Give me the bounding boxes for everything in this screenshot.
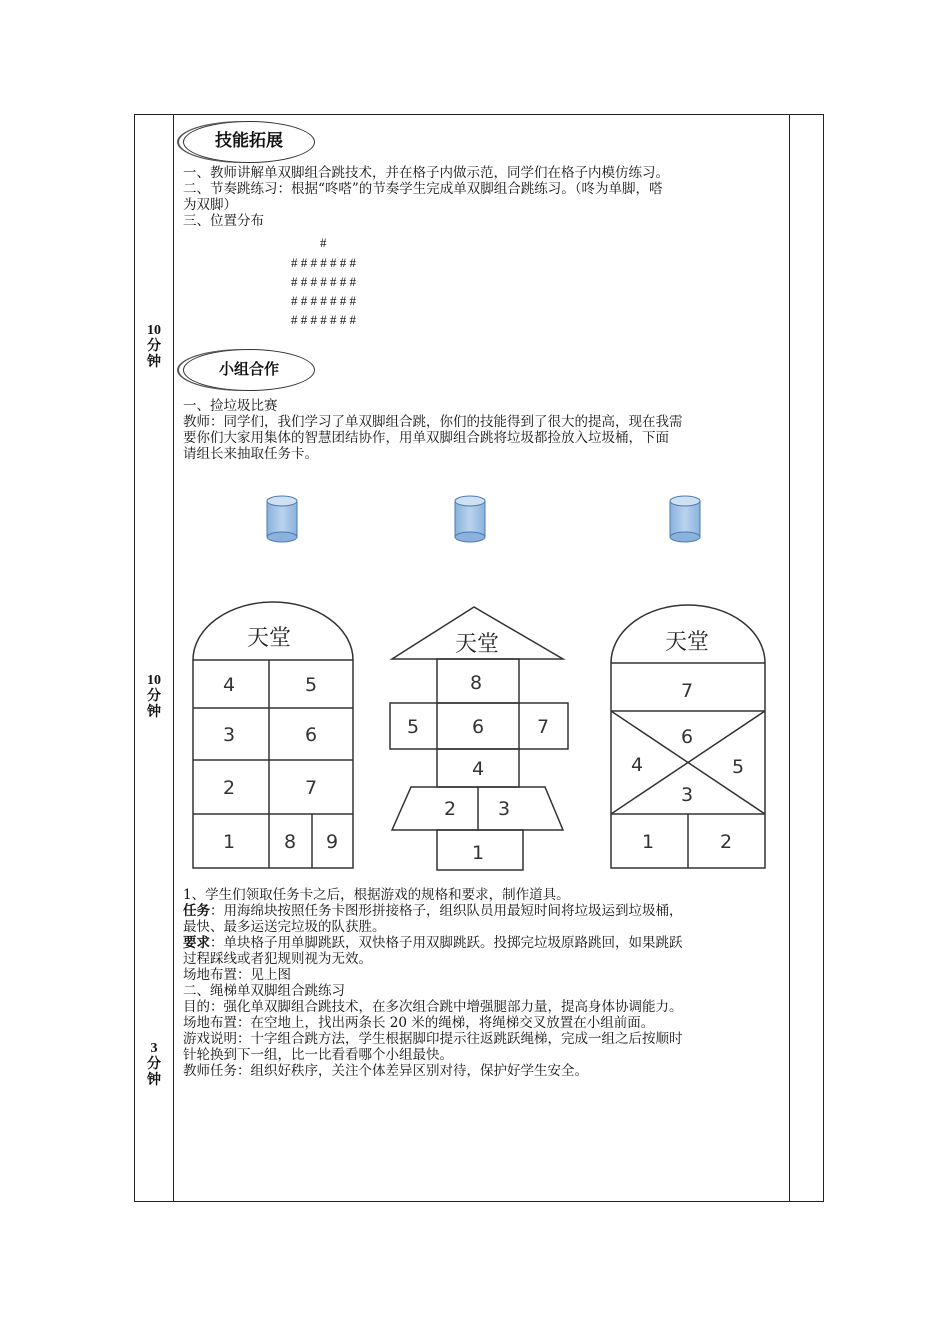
column-divider	[173, 115, 174, 1201]
text-line: 请组长来抽取任务卡。	[183, 446, 318, 462]
time-value: 3	[150, 1041, 158, 1056]
formation-row: # # # # # # #	[291, 312, 356, 327]
cell-number: 4	[471, 758, 485, 780]
text-line: 一、捡垃圾比赛	[183, 398, 278, 414]
requirement-text: ：单块格子用单脚跳跃，双快格子用双脚跳跃。投掷完垃圾原路跳回，如果跳跃	[210, 935, 683, 951]
time-unit: 钟	[147, 355, 161, 370]
text-line: 目的：强化单双脚组合跳技术，在多次组合跳中增强腿部力量，提高身体协调能力。	[183, 999, 683, 1015]
trash-can-icon	[670, 496, 700, 542]
text-line: 一、教师讲解单双脚组合跳技术，并在格子内做示范，同学们在格子内模仿练习。	[183, 165, 669, 181]
text-line: 二、节奏跳练习：根据“咚嗒”的节奏学生完成单双脚组合跳练习。（咚为单脚，嗒	[183, 181, 663, 197]
time-cell	[135, 673, 173, 721]
cell-number: 3	[497, 798, 511, 820]
cell-number: 2	[719, 831, 733, 853]
hopscotch-diagram	[185, 485, 785, 875]
cell-number: 3	[222, 724, 236, 746]
cell-number: 8	[469, 672, 483, 694]
text-line: 过程踩线或者犯规则视为无效。	[183, 951, 372, 967]
time-unit: 分	[147, 1057, 161, 1072]
section2-text	[183, 398, 783, 462]
cell-number: 1	[222, 831, 236, 853]
task-label: 任务	[183, 903, 210, 919]
text-line: 场地布置：见上图	[183, 967, 291, 983]
text-line: 为双脚）	[183, 197, 237, 213]
section-title-group: 小组合作	[183, 349, 315, 391]
formation-row: #	[320, 235, 327, 250]
requirement-line	[183, 935, 783, 951]
text-line: 场地布置：在空地上，找出两条长 20 米的绳梯，将绳梯交叉放置在小组前面。	[183, 1015, 655, 1031]
time-unit: 钟	[147, 1073, 161, 1088]
time-cell	[135, 323, 173, 371]
text-line: 教师任务：组织好秩序，关注个体差异区别对待，保护好学生安全。	[183, 1063, 588, 1079]
cell-number: 4	[222, 674, 236, 696]
cell-number: 3	[680, 784, 694, 806]
section1-text	[183, 165, 783, 229]
heaven-label: 天堂	[454, 632, 500, 657]
text-line: 要你们大家用集体的智慧团结协作，用单双脚组合跳将垃圾都捡放入垃圾桶，下面	[183, 430, 669, 446]
cell-number: 8	[283, 831, 297, 853]
cell-number: 5	[304, 674, 318, 696]
text-line: 1、学生们领取任务卡之后，根据游戏的规格和要求，制作道具。	[183, 887, 570, 903]
trash-can-icon	[455, 496, 485, 542]
cell-number: 9	[325, 831, 339, 853]
text-line: 二、绳梯单双脚组合跳练习	[183, 983, 345, 999]
text-line: 最快、最多运送完垃圾的队获胜。	[183, 919, 386, 935]
cell-number: 6	[304, 724, 318, 746]
cell-number: 5	[731, 756, 745, 778]
section3-text	[183, 887, 783, 1079]
column-divider	[789, 115, 790, 1201]
trash-can-icon	[267, 496, 297, 542]
formation-row: # # # # # # #	[291, 255, 356, 270]
formation-row: # # # # # # #	[291, 293, 356, 308]
requirement-label: 要求	[183, 935, 210, 951]
time-unit: 钟	[147, 705, 161, 720]
section-title-skills: 技能拓展	[183, 121, 315, 163]
time-unit: 分	[147, 689, 161, 704]
cell-number: 5	[406, 716, 420, 738]
cell-number: 7	[536, 716, 550, 738]
heaven-label: 天堂	[664, 630, 710, 655]
cell-number: 1	[641, 831, 655, 853]
time-unit: 分	[147, 339, 161, 354]
cell-number: 6	[471, 716, 485, 738]
time-cell	[135, 1041, 173, 1089]
cell-number: 2	[222, 777, 236, 799]
time-value: 10	[147, 323, 161, 338]
text-line: 三、位置分布	[183, 213, 264, 229]
cell-number: 6	[680, 726, 694, 748]
cell-number: 4	[630, 754, 644, 776]
text-line: 针轮换到下一组，比一比看看哪个小组最快。	[183, 1047, 453, 1063]
cell-number: 1	[471, 842, 485, 864]
formation-row: # # # # # # #	[291, 274, 356, 289]
text-line: 教师：同学们，我们学习了单双脚组合跳，你们的技能得到了很大的提高，现在我需	[183, 414, 683, 430]
time-value: 10	[147, 673, 161, 688]
cell-number: 2	[443, 798, 457, 820]
cell-number: 7	[680, 680, 694, 702]
cell-number: 7	[304, 777, 318, 799]
heaven-label: 天堂	[246, 626, 292, 651]
task-text: ：用海绵块按照任务卡图形拼接格子，组织队员用最短时间将垃圾运到垃圾桶，	[210, 903, 683, 919]
text-line: 游戏说明：十字组合跳方法，学生根据脚印提示往返跳跃绳梯，完成一组之后按顺时	[183, 1031, 683, 1047]
lesson-table	[134, 114, 824, 1202]
task-line	[183, 903, 783, 919]
